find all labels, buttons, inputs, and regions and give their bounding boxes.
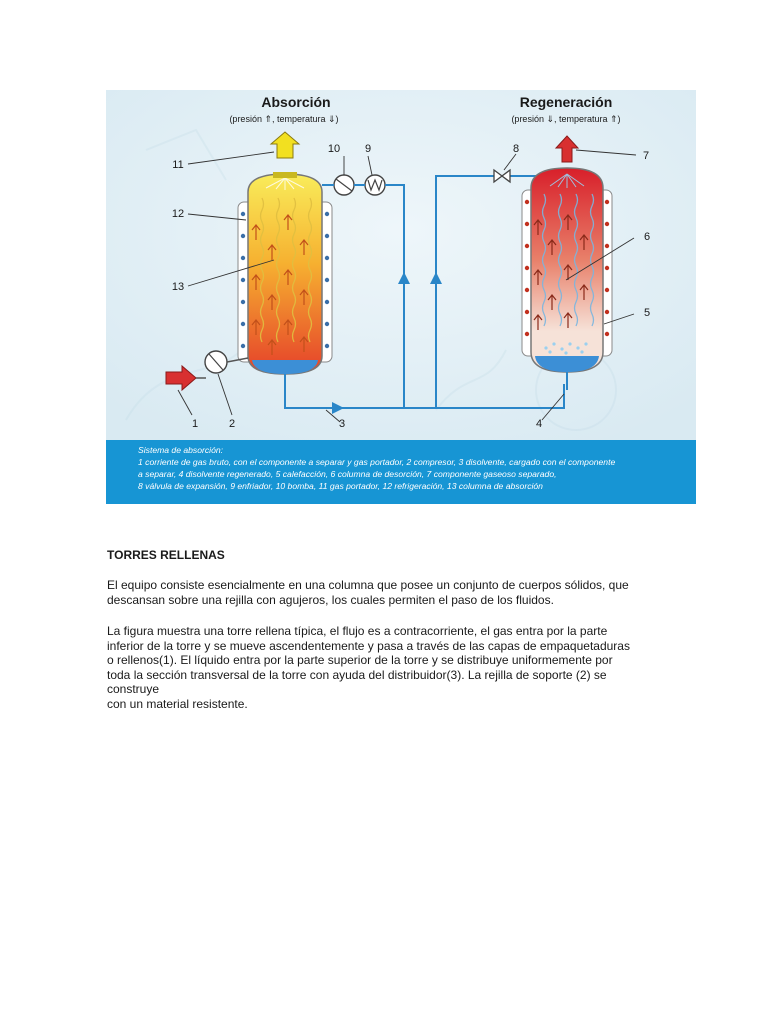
paragraph-line: con un material resistente. [107,696,248,711]
label-10: 10 [327,143,341,155]
absorption-column [238,172,332,374]
caption-line: 1 corriente de gas bruto, con el componente a separar y gas portador, 2 compresor, 3 disolvente, cargado con el componente [138,457,616,467]
label-7: 7 [642,150,650,162]
paragraph-line: descansan sobre una rejilla con agujeros, los cuales permiten el paso de los fluidos. [107,592,554,607]
desorption-column [522,168,612,372]
label-2: 2 [228,418,236,430]
paragraph-line: construye [107,682,160,696]
paragraph-2 [107,624,667,711]
caption-heading: Sistema de absorción: [138,445,224,455]
paragraph-line: toda la sección transversal de la torre con ayuda del distribuidor(3). La rejilla de soporte (2) se [107,667,607,682]
paragraph-line: inferior de la torre y se mueve ascendentemente y pasa a través de las capas de empaquetaduras [107,638,630,653]
section-title: TORRES RELLENAS [107,548,225,562]
caption-line: 8 válvula de expansión, 9 enfriador, 10 bomba, 11 gas portador, 12 refrigeración, 13 columna de absorción [138,481,543,491]
label-8: 8 [512,143,520,155]
label-13: 13 [171,281,185,293]
figure-caption [106,440,696,504]
label-9: 9 [364,143,372,155]
label-1: 1 [191,418,199,430]
regeneration-subtitle: (presión ⇓, temperatura ⇑) [511,114,621,124]
paragraph-line: El equipo consiste esencialmente en una columna que posee un conjunto de cuerpos sólidos, que [107,578,629,592]
absorption-title: Absorción [261,94,331,110]
label-12: 12 [171,208,185,220]
absorption-subtitle: (presión ⇑, temperatura ⇓) [229,114,339,124]
absorption-system-figure [106,90,696,504]
paragraph-line: La figura muestra una torre rellena típica, el flujo es a contracorriente, el gas entra por la parte [107,624,608,638]
paragraph-line: o rellenos(1). El líquido entra por la parte superior de la torre y se distribuye uniformemente por [107,653,613,667]
paragraph-1 [107,578,667,607]
caption-line: a separar, 4 disolvente regenerado, 5 calefacción, 6 columna de desorción, 7 componente gaseoso separado, [138,469,557,479]
label-4: 4 [535,418,543,430]
label-3: 3 [338,418,346,430]
cooler-symbol [365,175,385,195]
label-6: 6 [643,231,651,243]
label-5: 5 [643,307,651,319]
regeneration-title: Regeneración [519,94,613,110]
label-11: 11 [172,159,184,171]
absorption-diagram [106,90,696,440]
